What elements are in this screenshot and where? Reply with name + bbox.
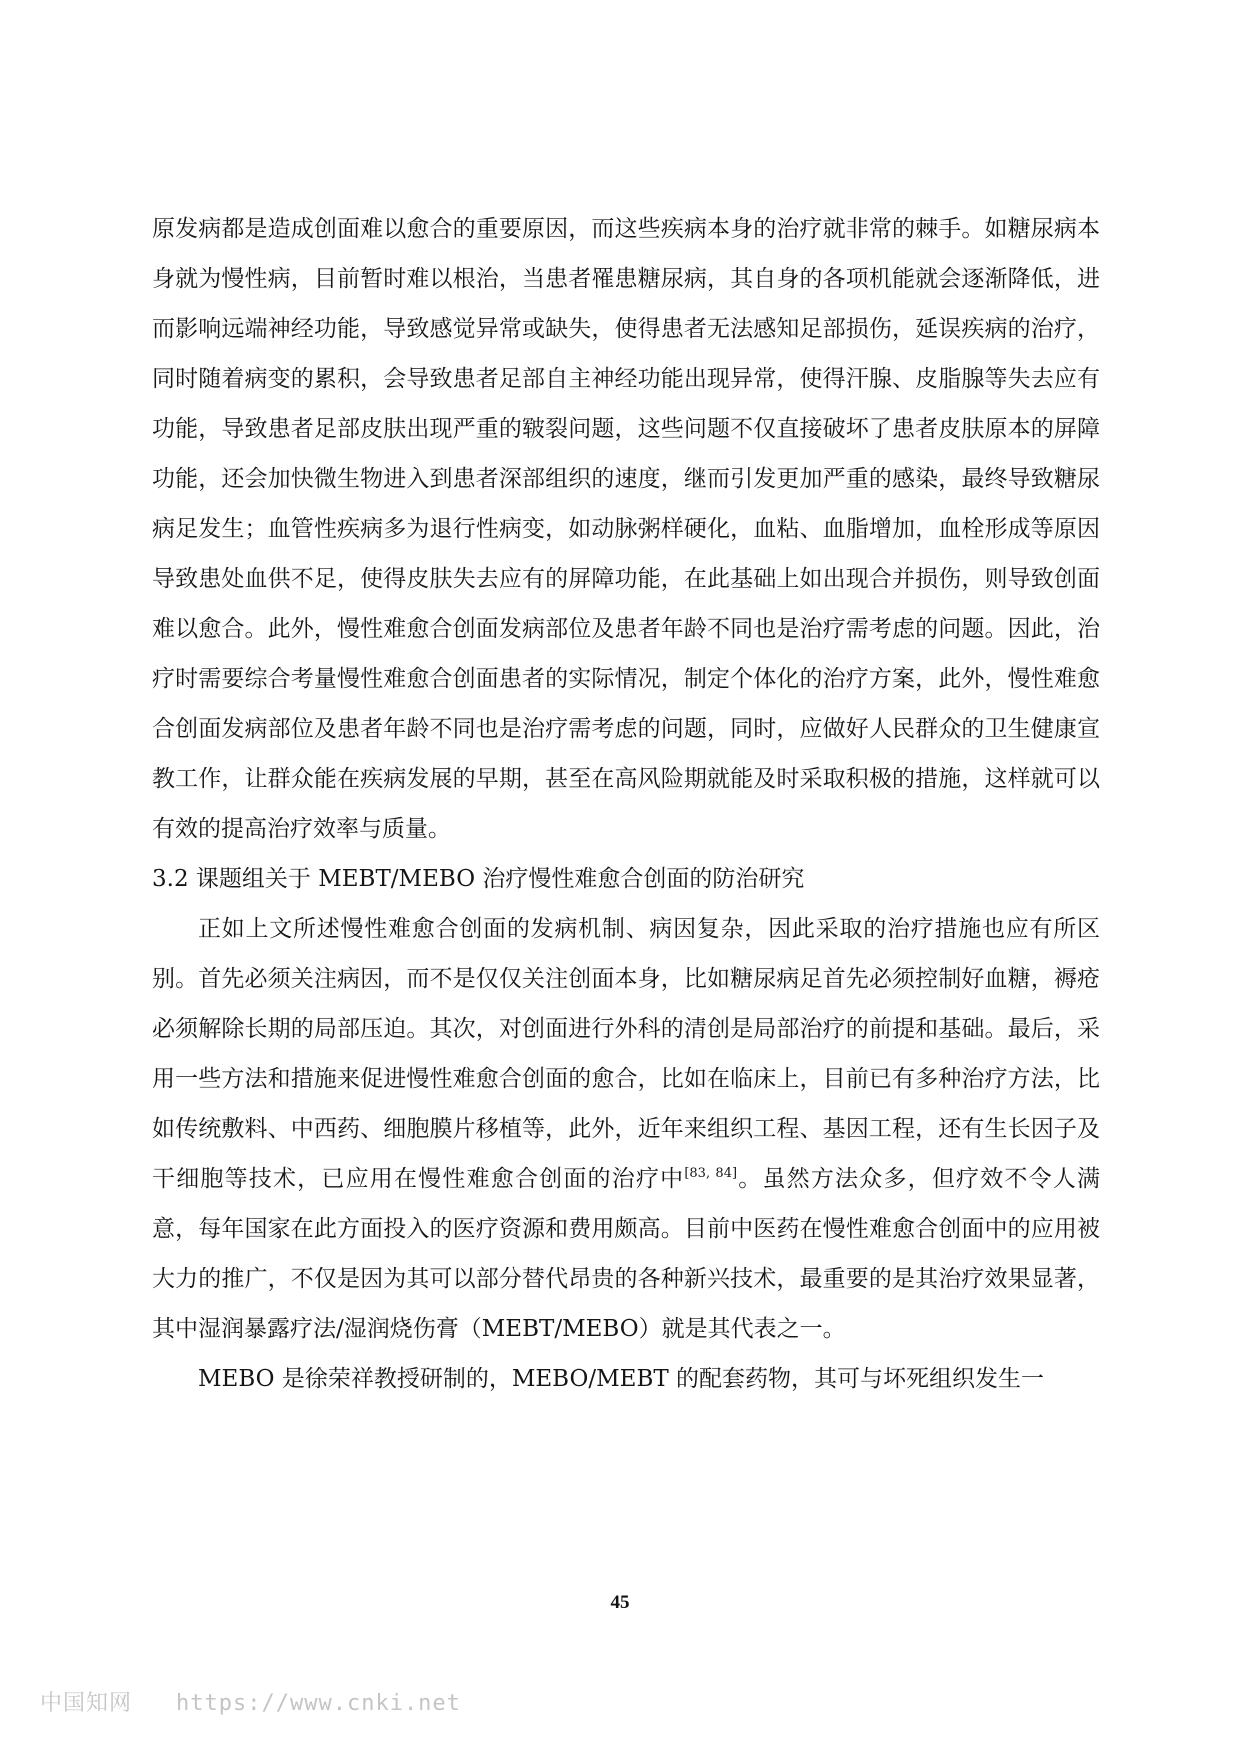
page-number: 45 (610, 1592, 630, 1613)
body-text (152, 204, 1100, 1404)
section-heading-3-2: 3.2 课题组关于 MEBT/MEBO 治疗慢性难愈合创面的防治研究 (152, 866, 805, 892)
paragraph-2 (152, 904, 1100, 1354)
watermark-url: https://www.cnki.net (176, 1691, 461, 1716)
paragraph-2-text-b: 。虽然方法众多，但疗效不令人满意，每年国家在此方面投入的医疗资源和费用颇高。目前中医药在慢性难愈合创面中的应用被大力的推广，不仅是因为其可以部分替代昂贵的各种新兴技术，最重要的是其治疗效果显著，其中湿润暴露疗法/湿润烧伤膏（MEBT/MEBO）就是其代表之一。 (152, 1166, 1101, 1342)
paragraph-1: 原发病都是造成创面难以愈合的重要原因，而这些疾病本身的治疗就非常的棘手。如糖尿病本身就为慢性病，目前暂时难以根治，当患者罹患糖尿病，其自身的各项机能就会逐渐降低，进而影响远端神经功能，导致感觉异常或缺失，使得患者无法感知足部损伤，延误疾病的治疗，同时随着病变的累积，会导致患者足部自主神经功能出现异常，使得汗腺、皮脂腺等失去应有功能，导致患者足部皮肤出现严重的皲裂问题，这些问题不仅直接破坏了患者皮肤原本的屏障功能，还会加快微生物进入到患者深部组织的速度，继而引发更加严重的感染，最终导致糖尿病足发生；血管性疾病多为退行性病变，如动脉粥样硬化，血粘、血脂增加，血栓形成等原因导致患处血供不足，使得皮肤失去应有的屏障功能，在此基础上如出现合并损伤，则导致创面难以愈合。此外，慢性难愈合创面发病部位及患者年龄不同也是治疗需考虑的问题。因此，治疗时需要综合考量慢性难愈合创面患者的实际情况，制定个体化的治疗方案，此外，慢性难愈合创面发病部位及患者年龄不同也是治疗需考虑的问题，同时，应做好人民群众的卫生健康宣教工作，让群众能在疾病发展的早期，甚至在高风险期就能及时采取积极的措施，这样就可以有效的提高治疗效率与质量。 (152, 216, 1100, 842)
cnki-watermark (40, 1686, 461, 1717)
paragraph-3: MEBO 是徐荣祥教授研制的，MEBO/MEBT 的配套药物，其可与坏死组织发生一 (198, 1366, 1045, 1392)
watermark-brand: 中国知网 (40, 1691, 133, 1716)
paragraph-2-text-a: 正如上文所述慢性难愈合创面的发病机制、病因复杂，因此采取的治疗措施也应有所区别。首先必须关注病因，而不是仅仅关注创面本身，比如糖尿病足首先必须控制好血糖，褥疮必须解除长期的局部压迫。其次，对创面进行外科的清创是局部治疗的前提和基础。最后，采用一些方法和措施来促进慢性难愈合创面的愈合，比如在临床上，目前已有多种治疗方法，比如传统敷料、中西药、细胞膜片移植等，此外，近年来组织工程、基因工程，还有生长因子及干细胞等技术，已应用在慢性难愈合创面的治疗中 (152, 916, 1100, 1192)
citation-83-84: [83, 84] (684, 1166, 738, 1181)
